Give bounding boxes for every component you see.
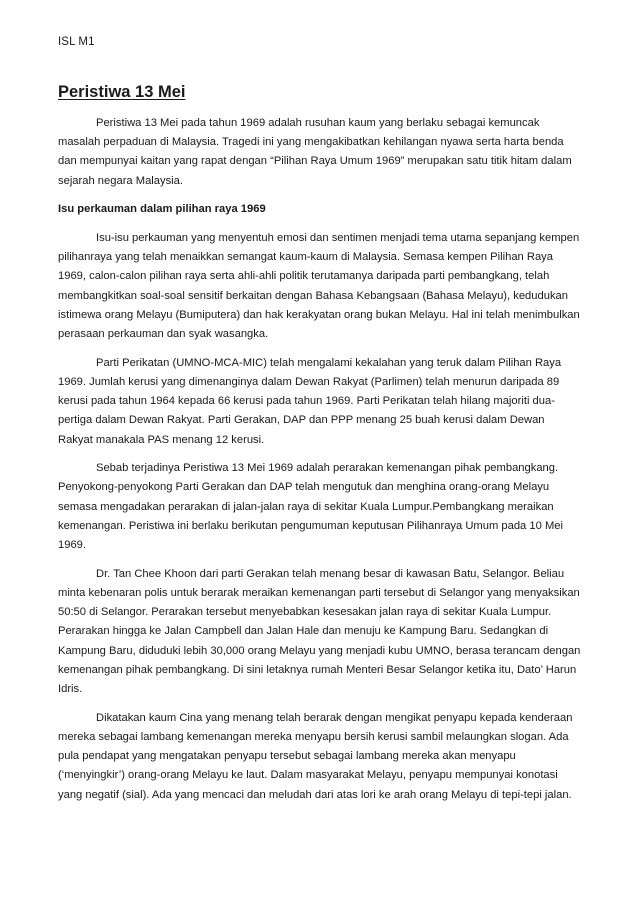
running-header: ISL M1 <box>58 36 95 48</box>
paragraph-cause: Sebab terjadinya Peristiwa 13 Mei 1969 adalah perarakan kemenangan pihak pembangkang. Penyokong-penyokong Parti Gerakan dan DAP telah mengutuk dan menghina orang-orang Melayu semasa mengadakan perarakan di jalan-jalan raya di sekitar Kuala Lumpur.Pembangkang meraikan kemenangan. Peristiwa ini berlaku berikutan pengumuman keputusan Pilihanraya Umum pada 10 Mei 1969. <box>58 462 563 552</box>
document-body <box>58 114 582 814</box>
paragraph-broom-symbol: Dikatakan kaum Cina yang menang telah berarak dengan mengikat penyapu kepada kenderaan mereka sebagai lambang kemenangan mereka menyapu bersih kerusi sambil melaungkan slogan. Ada pula pendapat yang mengatakan penyapu tersebut sebagai lambang mereka akan menyapu (‘menyingkir’) orang-orang Melayu ke laut. Dalam masyarakat Melayu, penyapu mempunyai konotasi yang negatif (sial). Ada yang mencaci dan meludah dari atas lori ke arah orang Melayu di tepi-tepi jalan. <box>58 711 573 801</box>
paragraph-intro: Peristiwa 13 Mei pada tahun 1969 adalah rusuhan kaum yang berlaku sebagai kemuncak masalah perpaduan di Malaysia. Tragedi ini yang mengakibatkan kehilangan nyawa serta harta benda dan mempunyai kaitan yang rapat dengan “Pilihan Raya Umum 1969” merupakan satu titik hitam dalam sejarah negara Malaysia. <box>58 117 572 187</box>
paragraph-election-results: Parti Perikatan (UMNO-MCA-MIC) telah mengalami kekalahan yang teruk dalam Pilihan Raya 1969. Jumlah kerusi yang dimenanginya dalam Dewan Rakyat (Parlimen) telah menurun daripada 89 kerusi pada tahun 1964 kepada 66 kerusi pada tahun 1969. Parti Perikatan telah hilang majoriti dua-pertiga dalam Dewan Rakyat. Parti Gerakan, DAP dan PPP menang 25 buah kerusi dalam Dewan Rakyat manakala PAS menang 12 kerusi. <box>58 356 562 446</box>
paragraph-procession: Dr. Tan Chee Khoon dari parti Gerakan telah menang besar di kawasan Batu, Selangor. Beliau minta kebenaran polis untuk berarak meraikan kemenangan parti tersebut di Selangor yang menyaksikan 50:50 di Selangor. Perarakan tersebut menyebabkan kesesakan jalan raya di sekitar Kuala Lumpur. Perarakan hingga ke Jalan Campbell dan Jalan Hale dan menuju ke Kampung Baru. Sedangkan di Kampung Baru, diduduki lebih 30,000 orang Melayu yang menjadi kubu UMNO, berasa terancam dengan kemenangan pihak pembangkang. Di sini letaknya rumah Menteri Besar Selangor ketika itu, Dato’ Harun Idris. <box>58 567 581 695</box>
paragraph-campaign-issues: Isu-isu perkauman yang menyentuh emosi dan sentimen menjadi tema utama sepanjang kempen pilihanraya yang telah menaikkan semangat kaum-kaum di Malaysia. Semasa kempen Pilihan Raya 1969, calon-calon pilihan raya serta ahli-ahli politik terutamanya daripada parti pembangkang, telah membangkitkan soal-soal sensitif berkaitan dengan Bahasa Kebangsaan (Bahasa Melayu), kedudukan istimewa orang Melayu (Bumiputera) dan hak kerakyatan orang bukan Melayu. Hal ini telah menimbulkan perasaan perkauman dan syak wasangka. <box>58 232 580 341</box>
page-title: Peristiwa 13 Mei <box>58 83 186 101</box>
section-subheading: Isu perkauman dalam pilihan raya 1969 <box>58 203 266 216</box>
